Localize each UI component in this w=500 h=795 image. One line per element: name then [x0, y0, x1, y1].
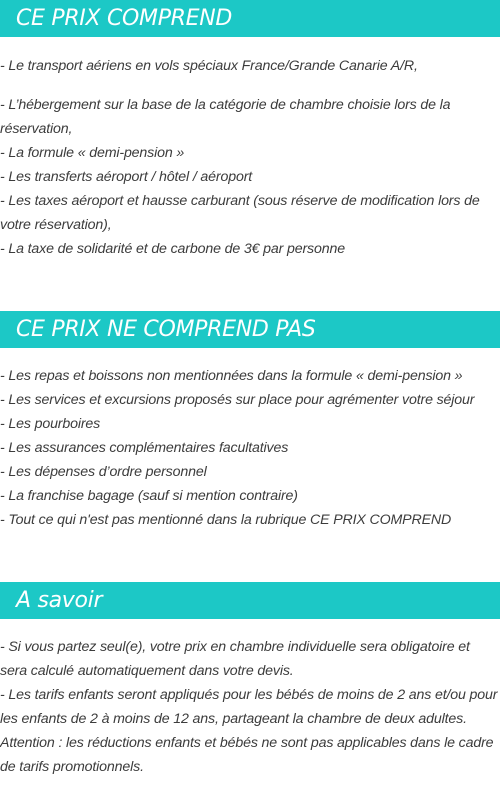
price-excludes-list: [0, 364, 500, 532]
text-line: - Les tarifs enfants seront appliqués pour les bébés de moins de 2 ans et/ou pour: [0, 687, 498, 703]
text-line: - Le transport aériens en vols spéciaux France/Grande Canarie A/R,: [0, 58, 418, 74]
text-line: - La formule « demi-pension »: [0, 145, 185, 161]
text-line: votre réservation),: [0, 217, 112, 233]
text-line: - Tout ce qui n'est pas mentionné dans la rubrique CE PRIX COMPREND: [0, 512, 452, 528]
text-line: sera calculé automatiquement dans votre devis.: [0, 663, 294, 679]
section-heading-good-to-know: A savoir: [0, 582, 500, 619]
text-line: - Les taxes aéroport et hausse carburant (sous réserve de modification lors de: [0, 193, 480, 209]
text-line: les enfants de 2 à moins de 12 ans, partageant la chambre de deux adultes.: [0, 711, 467, 727]
section-heading-price-excludes: CE PRIX NE COMPREND PAS: [0, 311, 500, 348]
section-heading-price-includes: CE PRIX COMPREND: [0, 0, 500, 37]
text-line: réservation,: [0, 121, 73, 137]
text-line: - Les services et excursions proposés sur place pour agrémenter votre séjour: [0, 392, 475, 408]
price-includes-list: [0, 93, 500, 261]
text-line: - La franchise bagage (sauf si mention contraire): [0, 488, 298, 504]
text-line: - Les transferts aéroport / hôtel / aéroport: [0, 169, 253, 185]
text-line: - Les repas et boissons non mentionnées dans la formule « demi-pension »: [0, 368, 463, 384]
text-line: - La taxe de solidarité et de carbone de 3€ par personne: [0, 241, 345, 257]
price-includes-intro: [0, 54, 500, 78]
good-to-know-text: [0, 635, 500, 779]
text-line: - Les assurances complémentaires facultatives: [0, 440, 289, 456]
text-line: - L’hébergement sur la base de la catégorie de chambre choisie lors de la: [0, 97, 451, 113]
text-line: de tarifs promotionnels.: [0, 759, 144, 775]
text-line: - Les pourboires: [0, 416, 101, 432]
text-line: - Si vous partez seul(e), votre prix en chambre individuelle sera obligatoire et: [0, 639, 470, 655]
text-line: - Les dépenses d’ordre personnel: [0, 464, 207, 480]
text-line: Attention : les réductions enfants et bébés ne sont pas applicables dans le cadre: [0, 735, 494, 751]
